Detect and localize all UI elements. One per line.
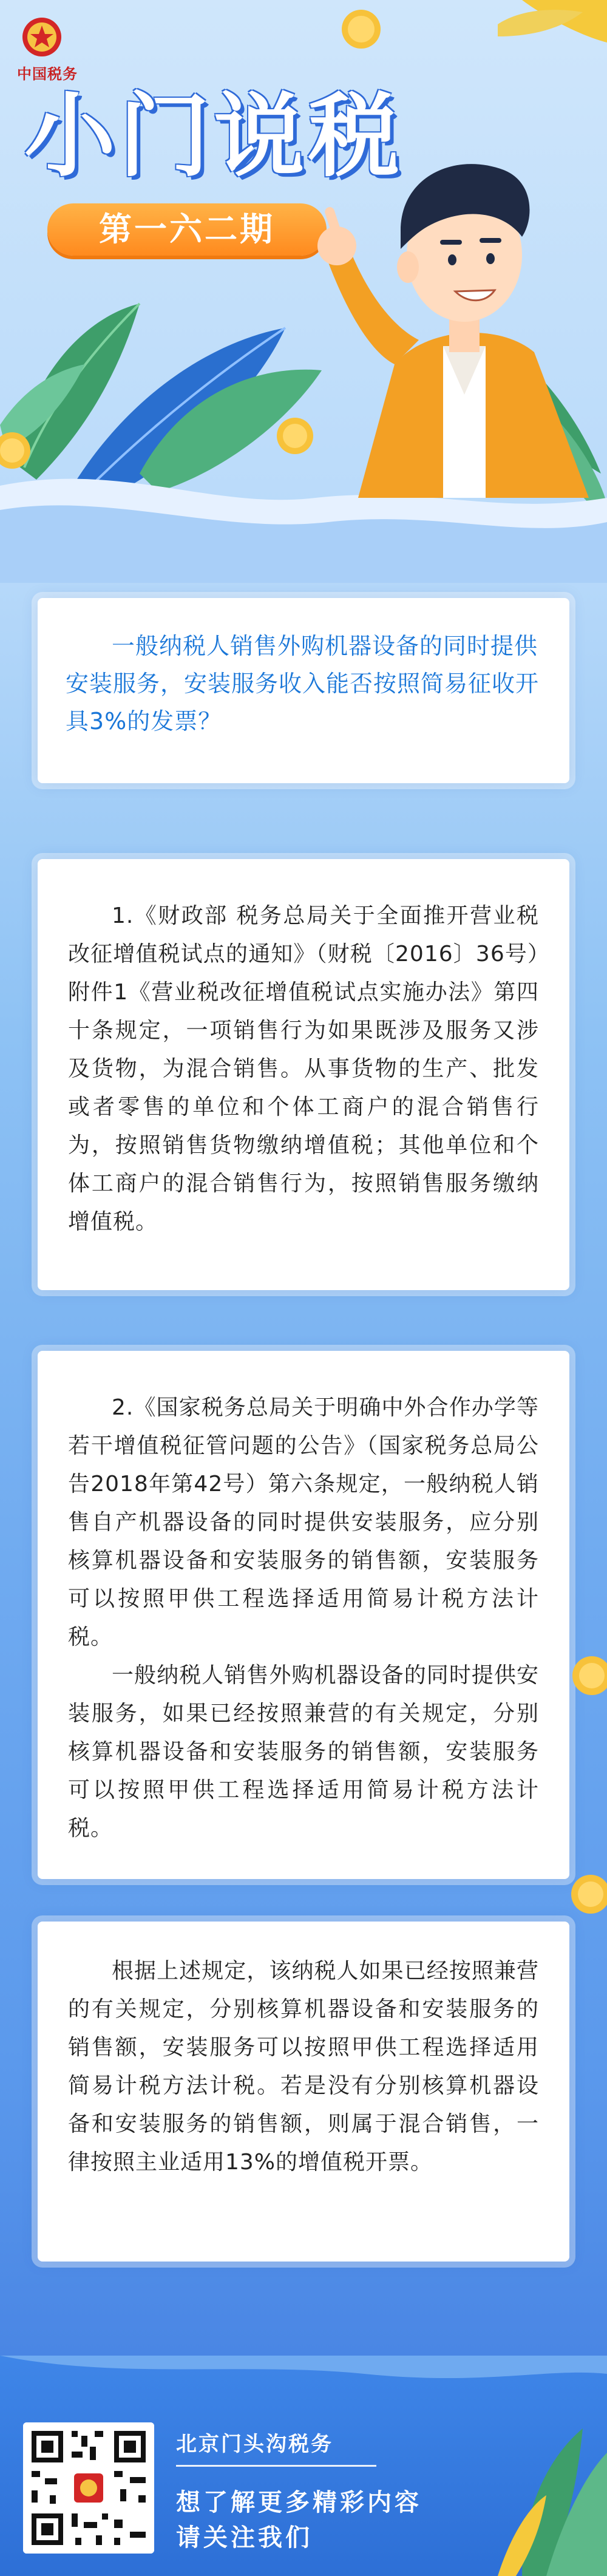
question-card (38, 598, 569, 783)
issue-badge: 第一六二期 (47, 203, 327, 256)
tax-emblem-icon (21, 16, 63, 58)
answer-3-paragraph-1: 根据上述规定，该纳税人如果已经按照兼营的有关规定，分别核算机器设备和安装服务的销售额，安装服务可以按照甲供工程选择适用简易计税方法计税。若是没有分别核算机器设备和安装服务的销售额，则属于混合销售，一律按照主业适用13%的增值税开票。 (68, 1959, 539, 2175)
org-name: 北京门头沟税务 (176, 2432, 333, 2456)
logo-text: 中国税务 (17, 65, 78, 83)
answer-1-paragraph-1: 1.《财政部 税务总局关于全面推开营业税改征增值税试点的通知》（财税〔2016〕36号）附件1《营业税改征增值税试点实施办法》第四十条规定，一项销售行为如果既涉及服务又涉及货物，为混合销售。从事货物的生产、批发或者零售的单位和个体工商户的混合销售行为，按照销售货物缴纳增值税；其他单位和个体工商户的混合销售行为，按照销售服务缴纳增值税。 (68, 903, 539, 1234)
follow-cta-line-1: 想了解更多精彩内容 (176, 2489, 422, 2517)
footer-divider (176, 2465, 376, 2467)
coin-icon (565, 1651, 607, 1700)
page-title: 小门说税 (24, 84, 404, 189)
hero-banner (0, 0, 607, 583)
answer-2-paragraph-2: 一般纳税人销售外购机器设备的同时提供安装服务，如果已经按照兼营的有关规定，分别核算机器设备和安装服务的销售额，安装服务可以按照甲供工程选择适用简易计税方法计税。 (68, 1663, 539, 1841)
answer-2-paragraph-1: 2.《国家税务总局关于明确中外合作办学等若干增值税征管问题的公告》（国家税务总局公告2018年第42号）第六条规定，一般纳税人销售自产机器设备的同时提供安装服务，应分别核算机器设备和安装服务的销售额，安装服务可以按照甲供工程选择适用简易计税方法计税。 (68, 1395, 539, 1650)
question-text: 一般纳税人销售外购机器设备的同时提供安装服务，安装服务收入能否按照简易征收开具3%的发票？ (66, 633, 540, 735)
qr-code-icon[interactable] (23, 2422, 154, 2554)
coin-icon (561, 1870, 607, 1918)
presenter-character-illustration (304, 109, 607, 498)
footer (0, 2356, 607, 2576)
follow-cta-line-2: 请关注我们 (176, 2524, 313, 2552)
answer-card-2 (38, 1351, 569, 1879)
answer-card-3 (38, 1922, 569, 2262)
answer-card-1 (38, 859, 569, 1290)
